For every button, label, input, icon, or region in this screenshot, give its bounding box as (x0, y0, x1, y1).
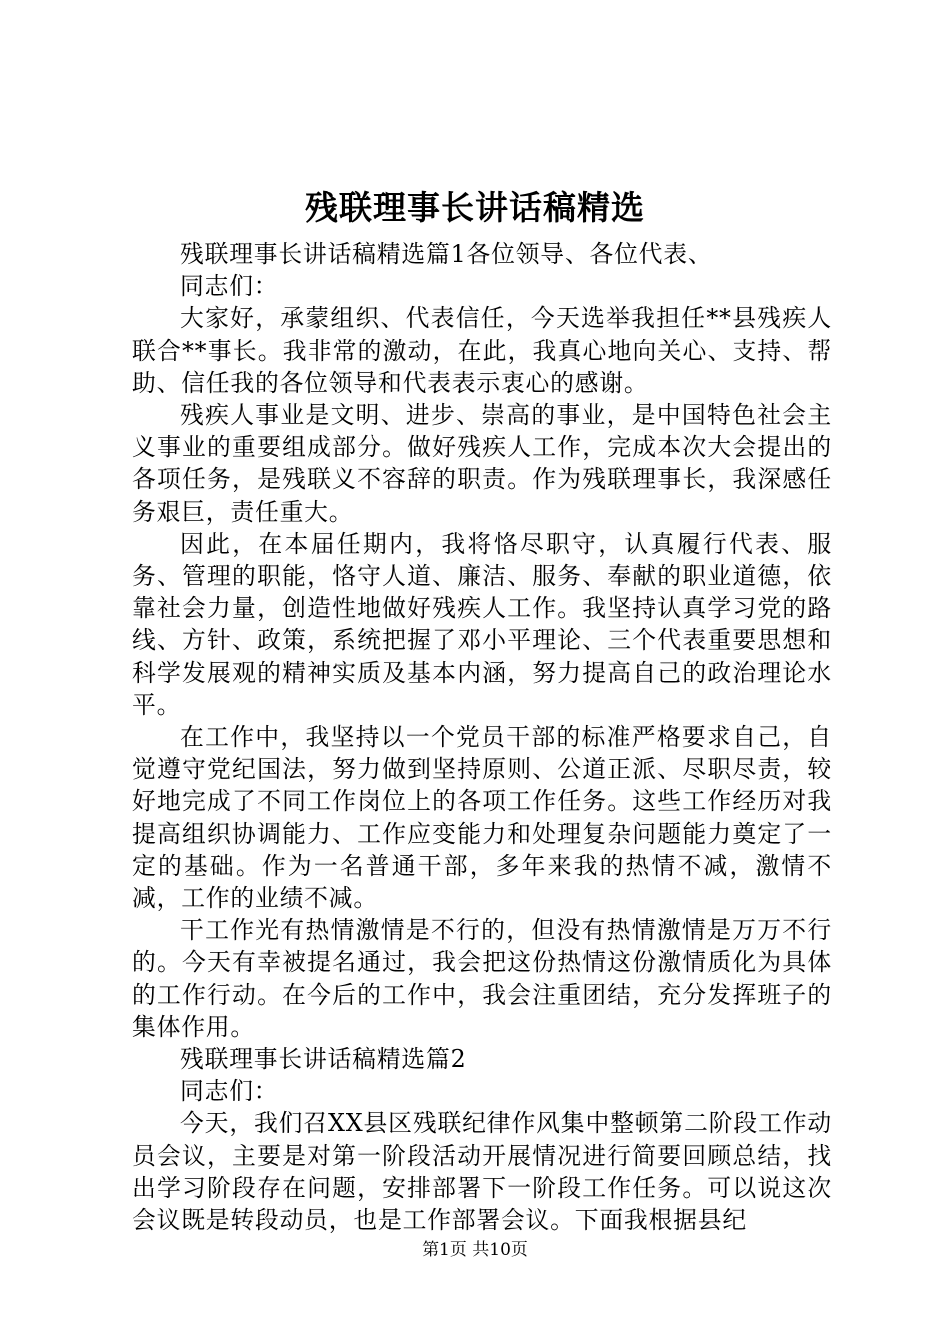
paragraph: 大家好，承蒙组织、代表信任，今天选举我担任**县残疾人联合**事长。我非常的激动，在此，我真心地向关心、支持、帮助、信任我的各位领导和代表表示衷心的感谢。 (132, 304, 832, 397)
paragraph: 今天，我们召XX县区残联纪律作风集中整顿第二阶段工作动员会议，主要是对第一阶段活动开展情况进行简要回顾总结，找出学习阶段存在问题，安排部署下一阶段工作任务。可以说这次会议既是转段动员，也是工作部署会议。下面我根据县纪 (132, 1109, 832, 1235)
paragraph: 同志们： (180, 272, 279, 301)
paragraph: 因此，在本届任期内，我将恪尽职守，认真履行代表、服务、管理的职能，恪守人道、廉洁、服务、奉献的职业道德，依靠社会力量，创造性地做好残疾人工作。我坚持认真学习党的路线、方针、政策，系统把握了邓小平理论、三个代表重要思想和科学发展观的精神实质及基本内涵，努力提高自己的政治理论水平。 (132, 529, 832, 719)
document-title: 残联理事长讲话稿精选 (305, 188, 645, 227)
paragraph: 同志们： (180, 1077, 279, 1106)
document-body (132, 238, 832, 1236)
paragraph: 残联理事长讲话稿精选篇2 (180, 1045, 467, 1074)
paragraph: 在工作中，我坚持以一个党员干部的标准严格要求自己，自觉遵守党纪国法，努力做到坚持原则、公道正派、尽职尽责，较好地完成了不同工作岗位上的各项工作任务。这些工作经历对我提高组织协调能力、工作应变能力和处理复杂问题能力奠定了一定的基础。作为一名普通干部，多年来我的热情不减，激情不减，工作的业绩不减。 (132, 723, 832, 913)
paragraph: 干工作光有热情激情是不行的，但没有热情激情是万万不行的。今天有幸被提名通过，我会把这份热情这份激情质化为具体的工作行动。在今后的工作中，我会注重团结，充分发挥班子的集体作用。 (132, 916, 832, 1041)
page-footer: 第1页 共10页 (422, 1240, 528, 1260)
paragraph: 残联理事长讲话稿精选篇1各位领导、各位代表、 (180, 240, 713, 268)
paragraph: 残疾人事业是文明、进步、崇高的事业，是中国特色社会主义事业的重要组成部分。做好残疾人工作，完成本次大会提出的各项任务，是残联义不容辞的职责。作为残联理事长，我深感任务艰巨，责任重大。 (132, 401, 832, 526)
